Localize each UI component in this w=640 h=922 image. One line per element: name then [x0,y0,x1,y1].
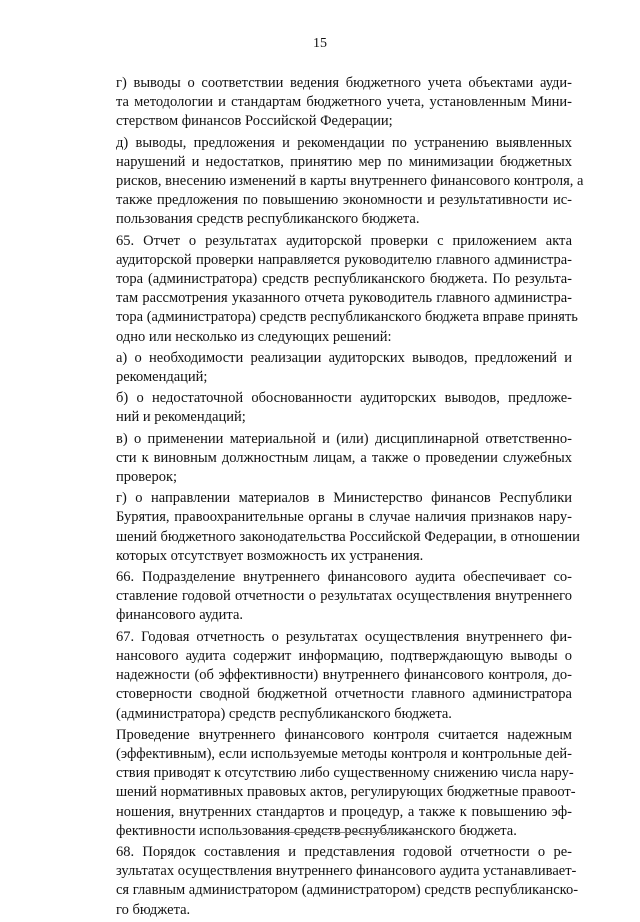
paragraph-68 [88,843,579,920]
text-line: надежности (об эффективности) внутреннего финансового контроля, до- [116,667,572,684]
text-line: (эффективным), если используемые методы контроля и контрольные дей- [116,745,572,762]
text-line: нансового аудита содержит информацию, подтверждающую выводы о [116,647,572,664]
text-line: аудиторской проверки направляется руководителю главного администра- [116,251,572,268]
text-line: сти к виновным должностным лицам, а также о проведении служебных [116,449,572,466]
text-line: финансового аудита. [116,607,244,624]
document-body [88,74,584,922]
text-line: тора (администратора) средств республиканского бюджета вправе принять [116,309,578,326]
text-line: в) о применении материальной и (или) дисциплинарной ответственно- [116,430,572,447]
text-line: 67. Годовая отчетность о результатах осуществления внутреннего фи- [116,628,572,645]
text-line: го бюджета. [116,901,191,918]
paragraph-recommendations [88,134,584,230]
paragraph-decision-a [88,349,572,387]
text-line: ствия приводят к отсутствию либо существенному снижению числа нару- [116,765,574,782]
text-line: та методологии и стандартам бюджетного учета, установленным Мини- [116,94,572,111]
text-line: ставление годовой отчетности о результатах осуществления внутреннего [116,588,572,605]
text-line: стерством финансов Российской Федерации; [116,113,393,130]
text-line: шений нормативных правовых актов, регулирующих бюджетные правоот- [116,784,576,801]
text-line: 65. Отчет о результатах аудиторской проверки с приложением акта [116,232,572,249]
text-line: шений бюджетного законодательства Российской Федерации, в отношении [116,528,580,545]
paragraph-65 [88,232,578,347]
text-line: Проведение внутреннего финансового контроля считается надежным [116,726,572,743]
text-line: ношения, внутренних стандартов и процедур, а также к повышению эф- [116,803,572,820]
text-line: рисков, внесению изменений в карты внутреннего финансового контроля, а [116,173,584,190]
end-divider [262,832,422,833]
text-line: нарушений и недостатков, принятию мер по минимизации бюджетных [116,153,572,170]
text-line: фективности использования средств республиканского бюджета. [116,822,517,839]
text-line: также предложения по повышению экономности и результативности ис- [116,192,572,209]
paragraph-66 [88,568,572,626]
paragraph-audit-conclusions [88,74,572,132]
text-line: д) выводы, предложения и рекомендации по устранению выявленных [116,134,572,151]
text-line: там рассмотрения указанного отчета руководитель главного администра- [116,290,572,307]
paragraph-control-reliability [88,726,576,841]
text-line: 66. Подразделение внутреннего финансового аудита обеспечивает со- [116,569,572,586]
text-line: ний и рекомендаций; [116,409,246,426]
text-line: б) о недостаточной обоснованности аудиторских выводов, предложе- [116,390,572,407]
paragraph-decision-v [88,430,572,488]
paragraph-67 [88,628,572,724]
text-line: одно или несколько из следующих решений: [116,328,392,345]
text-line: зультатах осуществления внутреннего финансового аудита устанавливает- [116,863,577,880]
text-line: рекомендаций; [116,369,208,386]
text-line: тора (администратора) средств республиканского бюджета. По результа- [116,271,572,288]
page-number: 15 [313,36,327,51]
text-line: проверок; [116,469,178,486]
text-line: пользования средств республиканского бюджета. [116,211,420,228]
text-line: а) о необходимости реализации аудиторских выводов, предложений и [116,349,572,366]
text-line: которых отсутствует возможность их устранения. [116,547,424,564]
paragraph-decision-b [88,389,572,427]
text-line: ся главным администратором (администратором) средств республиканско- [116,882,579,899]
text-line: (администратора) средств республиканского бюджета. [116,705,452,722]
text-line: 68. Порядок составления и представления годовой отчетности о ре- [116,843,572,860]
text-line: г) выводы о соответствии ведения бюджетного учета объектами ауди- [116,75,572,91]
text-line: стоверности сводной бюджетной отчетности главного администратора [116,686,572,703]
text-line: г) о направлении материалов в Министерство финансов Республики [116,490,572,507]
paragraph-decision-g [88,489,580,566]
text-line: Бурятия, правоохранительные органы в случае наличия признаков нару- [116,509,572,526]
